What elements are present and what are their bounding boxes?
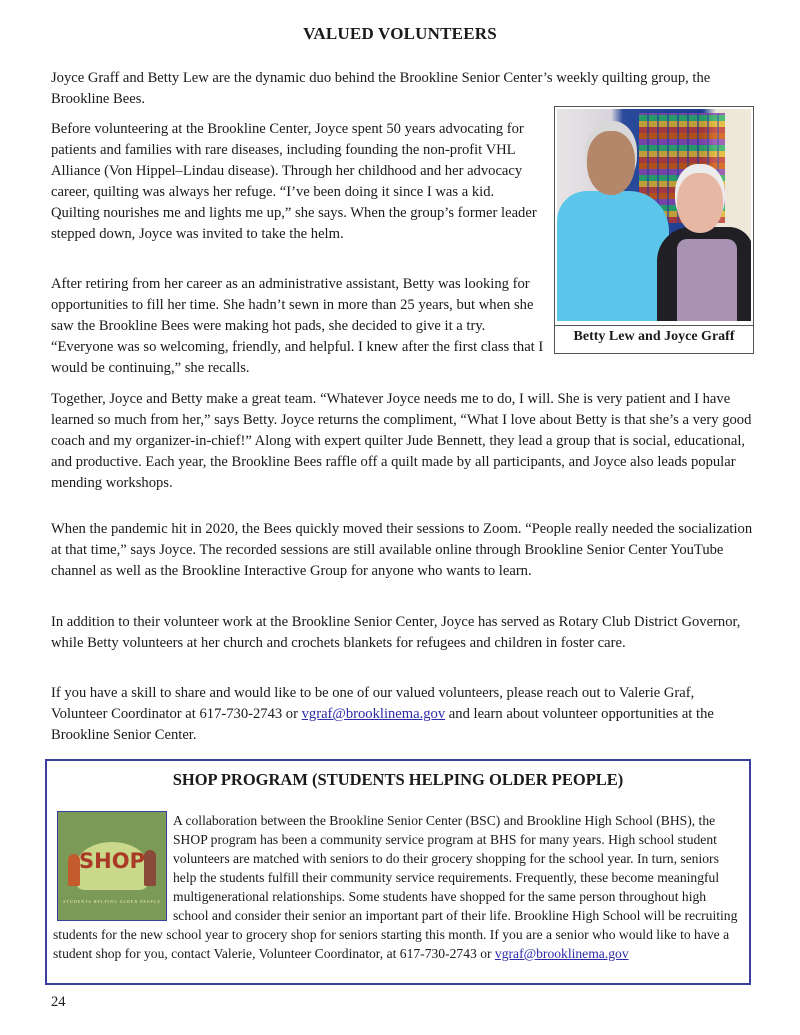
shop-program-title: SHOP PROGRAM (STUDENTS HELPING OLDER PEOPLE): [172, 770, 624, 789]
betty-paragraph: After retiring from her career as an administrative assistant, Betty was looking for opportunities to fill her time. She hadn’t sewn in more than 25 years, but when she saw the Brookline Bees were making hot pads, she decided to give it a try. “Everyone was so welcoming, friendly, and helpful. I knew after the first class that I would be continuing,” she recalls.: [51, 276, 544, 376]
joyce-head: [677, 173, 723, 233]
intro-paragraph: Joyce Graff and Betty Lew are the dynamic duo behind the Brookline Senior Center’s weekly quilting group, the Brookline Bees.: [51, 70, 711, 107]
page-number: 24: [51, 994, 66, 1010]
shop-program-body: [53, 811, 743, 963]
shop-body-text: A collaboration between the Brookline Senior Center (BSC) and Brookline High School (BHS), the SHOP program has been a community service program at BHS for many years. High school student volunteers are matched with seniors to do their grocery shopping for the school year. In turn, seniors help the students fulfill their community service requirements. Frequently, these become meaningful multigenerational relationships. Some students have shopped for the same person throughout high school and consider their senior an important part of their life. Brookline High School will be recruiting students for the new school year to grocery shop for seniors starting this month. If you are a senior who would like to have a student shop for you, contact Valerie, Volunteer Coordinator, at 617-730-2743 or: [53, 813, 738, 961]
shop-email-link[interactable]: vgraf@brooklinema.gov: [494, 946, 629, 961]
shop-logo-image: [57, 811, 167, 921]
shop-logo-tagline: STUDENTS HELPING OLDER PEOPLE: [63, 899, 161, 904]
volunteers-photo-figure: [554, 106, 754, 354]
shop-program-box: [45, 759, 751, 985]
closing-paragraph: [51, 683, 753, 746]
team-paragraph: Together, Joyce and Betty make a great team. “Whatever Joyce needs me to do, I will. She is very patient and I have learned so much from her,” says Betty. Joyce returns the compliment, “What I love about Betty is that she’s a very good coach and my organizer-in-chief!” Along with expert quilter Jude Bennett, they lead a group that is social, educational, and productive. Each year, the Brookline Bees raffle off a quilt made by all participants, and Joyce also leads popular mending workshops.: [51, 391, 752, 491]
closing-text-before: If you have a skill to share and would like to be one of our valued volunteers, please reach out to Valerie Graf, Volunteer Coordinator at 617-730-2743 or: [51, 685, 695, 722]
pandemic-paragraph: When the pandemic hit in 2020, the Bees quickly moved their sessions to Zoom. “People really needed the socialization at that time,” says Joyce. The recorded sessions are still available online through Brookline Senior Center YouTube channel as well as the Brookline Interactive Group for anyone who wants to learn.: [51, 521, 753, 579]
volunteer-email-link[interactable]: vgraf@brooklinema.gov: [301, 706, 446, 722]
additional-work-paragraph: In addition to their volunteer work at the Brookline Senior Center, Joyce has served as Rotary Club District Governor, while Betty volunteers at her church and crochets blankets for refugees and children in foster care.: [51, 614, 741, 651]
betty-figure: [557, 191, 669, 321]
shop-logo-word: SHOP: [79, 849, 145, 873]
joyce-paragraph: Before volunteering at the Brookline Center, Joyce spent 50 years advocating for patients and families with rare diseases, including founding the non-profit VHL Alliance (Von Hippel–Lindau disease). Through her childhood and her advocacy career, quilting was always her refuge. “I’ve been doing it since I was a kid. Quilting nourishes me and lights me up,” she says. When the group’s former leader stepped down, Joyce was invited to take the helm.: [51, 121, 537, 242]
closing-text-after: and learn about volunteer opportunities at the Brookline Senior Center.: [51, 706, 714, 743]
betty-head: [587, 131, 635, 195]
page-title: VALUED VOLUNTEERS: [303, 24, 497, 43]
photo-caption: Betty Lew and Joyce Graff: [555, 325, 753, 348]
volunteers-photo: [557, 109, 751, 321]
joyce-shirt: [677, 239, 737, 321]
